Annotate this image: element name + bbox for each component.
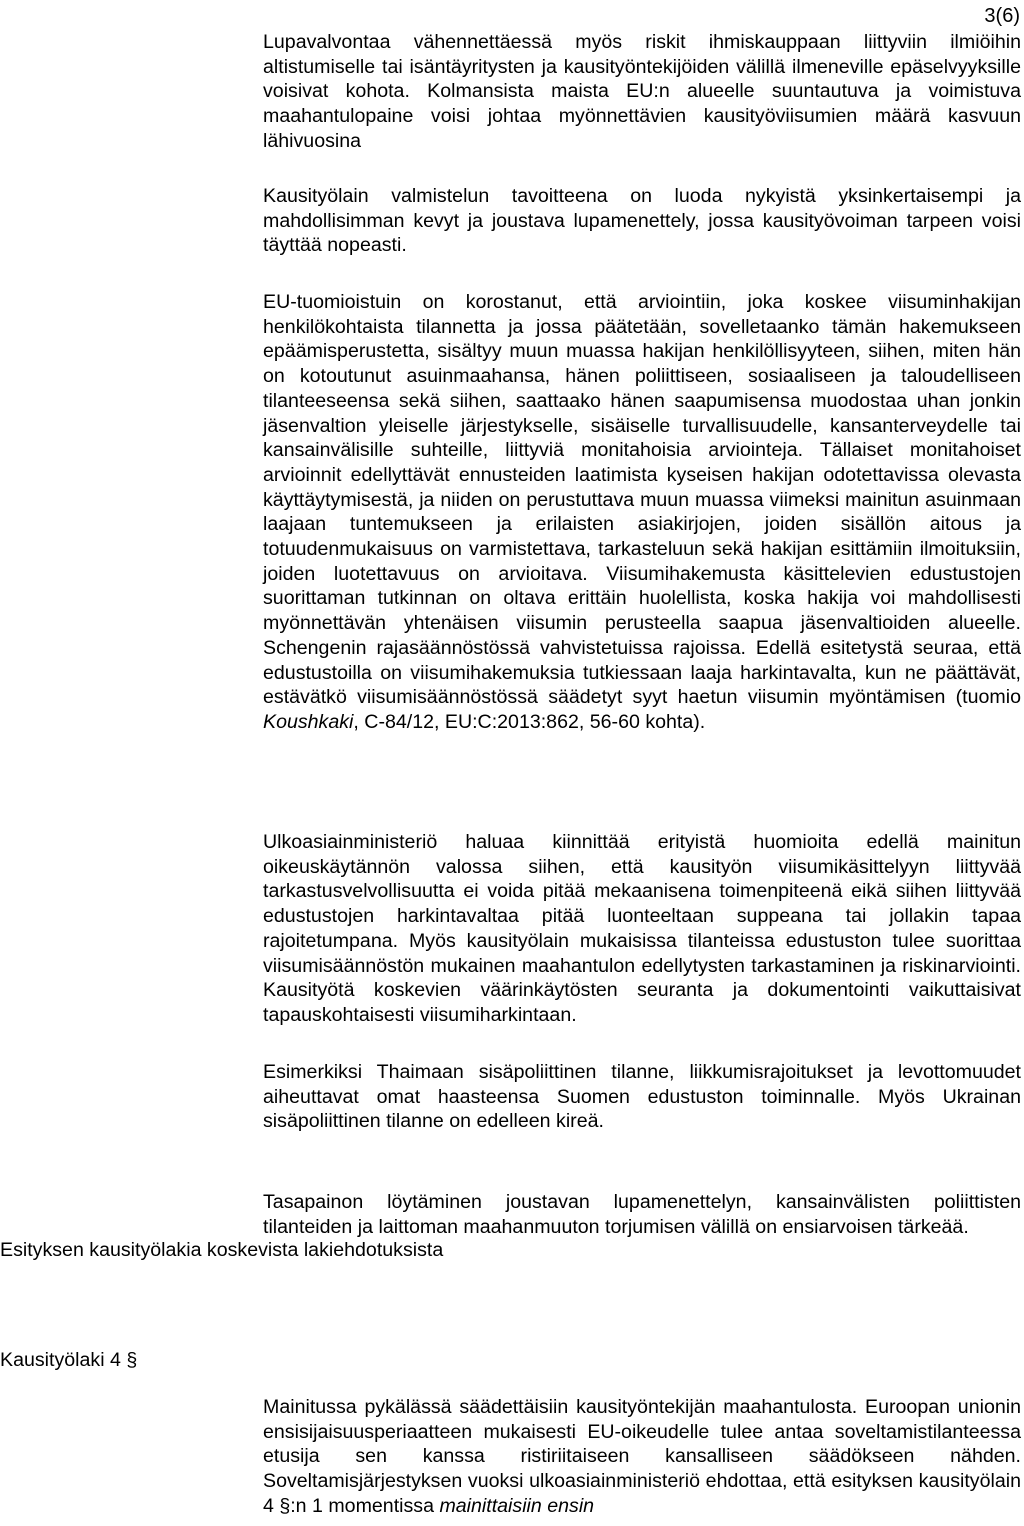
paragraph-text: Kausityölain valmistelun tavoitteena on luoda nykyistä yksinkertaisempi ja mahdollisimman kevyt ja joustava lupamenettely, jossa kausityövoiman tarpeen voisi täyttää nopeasti. <box>263 185 1021 257</box>
section-heading-section-4: Kausityölaki 4 § <box>0 1349 138 1371</box>
paragraph-text: Tasapainon löytäminen joustavan lupamenettelyn, kansainvälisten poliittisten tilanteiden ja laittoman maahanmuuton torjumisen välillä on ensiarvoisen tärkeää. <box>263 1191 1021 1238</box>
paragraph-text: Esimerkiksi Thaimaan sisäpoliittinen tilanne, liikkumisrajoitukset ja levottomuudet aiheuttavat omat haasteensa Suomen edustuston toiminnalle. Myös Ukrainan sisäpoliittinen tilanne on edelleen kireä. <box>263 1061 1021 1133</box>
paragraph-balance-importance <box>263 1190 1021 1239</box>
case-reference: , C-84/12, EU:C:2013:862, 56-60 kohta). <box>353 710 706 733</box>
paragraph-text <box>263 290 1021 735</box>
case-name: Koushkaki <box>263 710 354 733</box>
paragraph-text <box>263 1395 1021 1519</box>
paragraph-ministry-position <box>263 830 1021 1028</box>
paragraph-seasonal-work-act-goal <box>263 184 1021 258</box>
paragraph-text: Ulkoasiainministeriö haluaa kiinnittää erityistä huomioita edellä mainitun oikeuskäytännön valossa siihen, että kausityön viisumikäsittelyyn liittyvää tarkastusvelvollisuutta ei voida pitää mekaanisena toimenpiteenä eikä siihen liittyvää edustustojen harkintavaltaa pitää luonteeltaan suppeana tai jollakin tapaa rajoitetumpana. Myös kausityölain mukaisissa tilanteissa edustuston tulee suorittaa viisumisäännöstön mukainen maahantulon edellytysten tarkastaminen ja riskinarviointi. Kausityötä koskevien väärinkäytösten seuranta ja dokumentointi vaikuttaisivat tapauskohtaisesti viisumiharkintaan. <box>263 831 1021 1026</box>
paragraph-license-supervision-risks <box>263 30 1021 154</box>
paragraph-eu-court-case-law <box>263 290 1021 735</box>
page-number: 3(6) <box>984 5 1020 27</box>
paragraph-section-4-entry <box>263 1395 1021 1519</box>
paragraph-text: Lupavalvontaa vähennettäessä myös riskit ihmiskauppaan liittyviin ilmiöihin altistumiselle tai isäntäyritysten ja kausityöntekijöiden välillä ilmeneville epäselvyyksille voisivat kohota. Kolmansista maista EU:n alueelle suuntautuva ja voimistuva maahantulopaine voisi johtaa myönnettävien kausityöviisumien määrä kasvuun lähivuosina <box>263 31 1021 152</box>
italic-phrase: mainittaisiin ensin <box>439 1494 595 1517</box>
section-heading-proposals: Esityksen kausityölakia koskevista lakiehdotuksista <box>0 1239 444 1261</box>
paragraph-thailand-ukraine-situation <box>263 1060 1021 1134</box>
paragraph-text-main: Mainitussa pykälässä säädettäisiin kausityöntekijän maahantulosta. Euroopan unionin ensisijaisuusperiaatteen mukaisesti EU-oikeudelle tulee antaa soveltamistilanteessa etusija sen kanssa ristiriitaiseen kansalliseen säädökseen nähden. Soveltamisjärjestyksen vuoksi ulkoasiainministeriö ehdottaa, että esityksen kausityölain 4 §:n 1 momentissa <box>263 1396 1021 1517</box>
paragraph-text-main: EU-tuomioistuin on korostanut, että arviointiin, joka koskee viisuminhakijan henkilökohtaista tilannetta ja jossa päätetään, sovelletaanko tämän hakemukseen epäämisperustetta, sisältyy muun muassa hakijan henkilöllisyyteen, siihen, miten hän on kotoutunut asuinmaahansa, hänen poliittiseen, sosiaaliseen ja taloudelliseen tilanteeseensa sekä siihen, saattaako hänen saapumisensa muodostaa uhan jonkin jäsenvaltion yleiselle järjestykselle, sisäiselle turvallisuudelle, kansanterveydelle tai kansainvälisille suhteille, liittyviä monitahoisia arviointeja. Tällaiset monitahoiset arvioinnit edellyttävät ennusteiden laatimista kyseisen hakijan odotettavissa olevasta käyttäytymisestä, ja niiden on perustuttava muun muassa viimeksi mainitun asuinmaan laajaan tuntemukseen ja erilaisten asiakirjojen, joiden sisällön aitous ja totuudenmukaisuus on varmistettava, tarkasteluun sekä hakijan esittämiin ilmoituksiin, joiden luotettavuus on arvioitava. Viisumihakemusta käsittelevien edustustojen suorittaman tutkinnan on oltava erittäin huolellista, koska hakija voi mahdollisesti myönnettävän yhtenäisen viisumin perusteella saapua jäsenvaltioiden alueelle. Schengenin rajasäännöstössä vahvistetuissa rajoissa. Edellä esitetystä seuraa, että edustustoilla on viisumihakemuksia tutkiessaan laaja harkintavalta, kun ne päättävät, estävätkö viisumisäännöstössä säädetyt syyt haetun viisumin myöntämisen (tuomio <box>263 291 1021 709</box>
